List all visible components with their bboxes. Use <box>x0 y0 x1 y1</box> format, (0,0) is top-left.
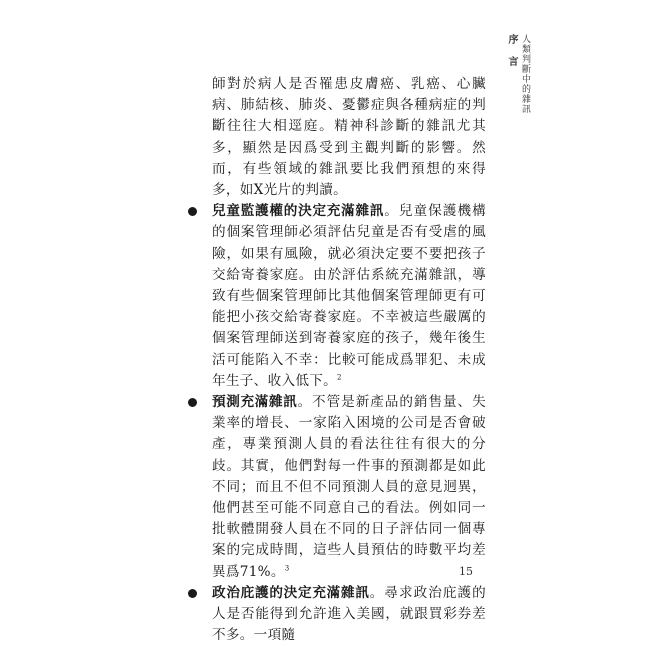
running-header <box>505 34 545 114</box>
footnote-ref[interactable]: 3 <box>284 564 290 573</box>
bullet-icon <box>188 207 197 216</box>
bullet-item-child-custody <box>186 201 486 392</box>
bullet-text: 。尋求政治庇護的人是否能得到允許進入美國，就跟買彩券差不多。一項隨 <box>212 584 486 644</box>
bullet-term: 預測充滿雜訊 <box>212 394 298 411</box>
body-text <box>186 74 486 646</box>
bullet-item-asylum <box>186 583 486 646</box>
footnote-ref[interactable]: 2 <box>337 373 342 382</box>
page-number: 15 <box>459 565 473 578</box>
bullet-term: 兒童監護權的決定充滿雜訊 <box>212 203 385 220</box>
bullet-term: 政治庇護的決定充滿雜訊 <box>212 584 370 601</box>
bullet-text: 。不管是新產品的銷售量、失業率的增長、一家陷入困境的公司是否會破產，專業預測人員的看法往往有很大的分歧。其實，他們對每一件事的預測都是如此不同；而且不但不同預測人員的意見迥異，他們甚至可能不同意自己的看法。例如同一批軟體開發人員在不同的日子評估同一個專案的完成時間，這些人員預估的時數平均差異爲71%。 <box>212 394 486 580</box>
book-title: 人類判斷中的雜訊 <box>520 34 530 114</box>
bullet-text: 。兒童保護機構的個案管理師必須評估兒童是否有受虐的風險，如果有風險，就必須決定要不要把孩子交給寄養家庭。由於評估系統充滿雜訊，導致有些個案管理師比其他個案管理師更有可能把小孩交給寄養家庭。不幸被這些嚴厲的個案管理師送到寄養家庭的孩子，幾年後生活可能陷入不幸：比較可能成爲罪犯、未成年生子、收入低下。 <box>212 203 486 389</box>
bullet-item-forecasting <box>186 392 486 583</box>
section-label: 序 言 <box>506 34 517 67</box>
bullet-icon <box>188 589 197 598</box>
intro-paragraph: 師對於病人是否罹患皮膚癌、乳癌、心臟病、肺結核、肺炎、憂鬱症與各種病症的判斷往往大相逕庭。精神科診斷的雜訊尤其多，顯然是因爲受到主觀判斷的影響。然而，有些領域的雜訊要比我們預想的來得多，如X光片的判讀。 <box>212 76 486 199</box>
bullet-icon <box>188 398 197 407</box>
